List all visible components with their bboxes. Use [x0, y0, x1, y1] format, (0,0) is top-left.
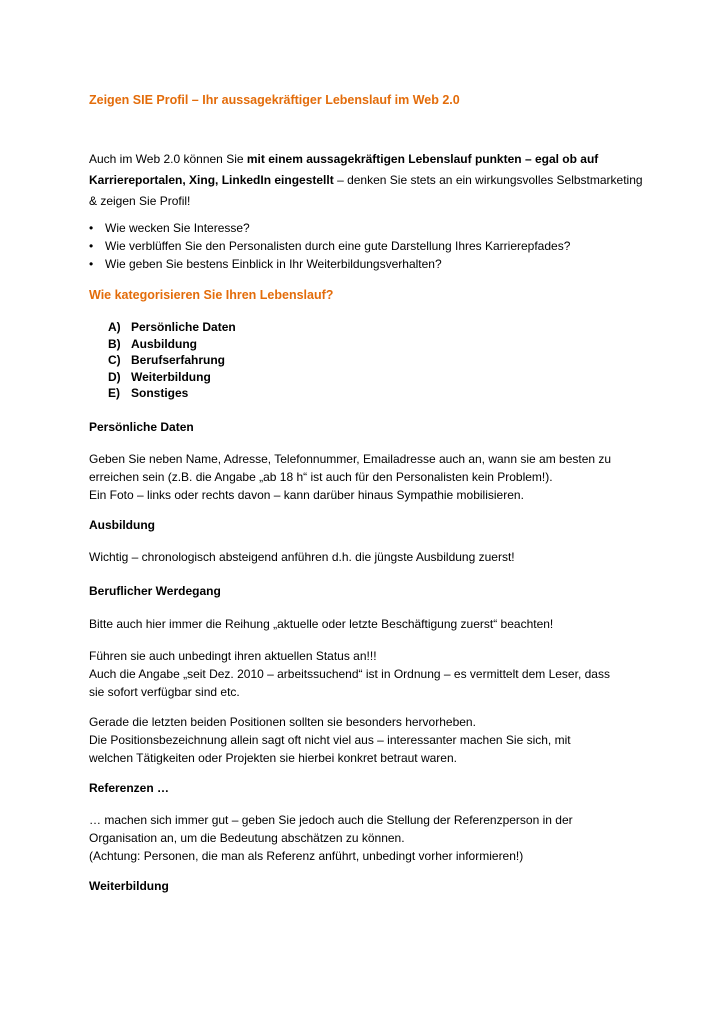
text-line: Ein Foto – links oder rechts davon – kann darüber hinaus Sympathie mobilisieren.: [89, 488, 524, 502]
intro-suffix: – denken Sie stets an ein wirkungsvolles Selbstmarketing & zeigen Sie Profil!: [89, 173, 643, 208]
intro-paragraph: [89, 149, 649, 212]
category-label: Persönliche Daten: [131, 320, 236, 334]
category-item: [108, 352, 236, 369]
text-line: Die Positionsbezeichnung allein sagt oft nicht viel aus – interessanter machen Sie sich, mit: [89, 733, 571, 747]
category-letter: B): [108, 336, 121, 351]
text-line: Auch die Angabe „seit Dez. 2010 – arbeitssuchend“ ist in Ordnung – es vermittelt dem Leser, dass: [89, 667, 610, 681]
category-list: [108, 319, 236, 402]
text-line: Bitte auch hier immer die Reihung „aktuelle oder letzte Beschäftigung zuerst“ beachten!: [89, 617, 554, 631]
text-line: welchen Tätigkeiten oder Projekten sie hierbei konkret betraut waren.: [89, 751, 457, 765]
category-item: [108, 369, 236, 386]
career-paragraph-3: [89, 713, 649, 767]
intro-bold: mit einem aussagekräftigen Lebenslauf punkten – egal ob auf Karriereportalen, Xing, LinkedIn eingestellt: [89, 152, 599, 187]
question-item: • Wie verblüffen Sie den Personalisten durch eine gute Darstellung Ihres Karrierepfades?: [89, 237, 570, 255]
section-heading-personal: Persönliche Daten: [89, 420, 194, 434]
question-item: • Wie wecken Sie Interesse?: [89, 219, 570, 237]
document-title: Zeigen SIE Profil – Ihr aussagekräftiger Lebenslauf im Web 2.0: [89, 93, 460, 107]
section-heading-education: Ausbildung: [89, 518, 155, 532]
section-heading-career: Beruflicher Werdegang: [89, 584, 221, 598]
category-item: [108, 319, 236, 336]
category-label: Sonstiges: [131, 386, 189, 400]
text-line: Organisation an, um die Bedeutung abschätzen zu können.: [89, 831, 405, 845]
text-line: erreichen sein (z.B. die Angabe „ab 18 h“ ist auch für den Personalisten kein Problem!).: [89, 470, 553, 484]
category-letter: D): [108, 369, 121, 384]
personal-paragraph: [89, 450, 649, 504]
category-label: Berufserfahrung: [131, 353, 226, 367]
education-paragraph: [89, 548, 649, 566]
text-line: (Achtung: Personen, die man als Referenz anführt, unbedingt vorher informieren!): [89, 849, 524, 863]
text-line: Geben Sie neben Name, Adresse, Telefonnummer, Emailadresse auch an, wann sie am besten zu: [89, 452, 612, 466]
categories-heading: Wie kategorisieren Sie Ihren Lebenslauf?: [89, 288, 334, 302]
category-letter: A): [108, 320, 121, 334]
text-line: Gerade die letzten beiden Positionen sollten sie besonders hervorheben.: [89, 715, 476, 729]
category-letter: C): [108, 353, 121, 367]
category-label: Weiterbildung: [131, 369, 211, 384]
category-letter: E): [108, 386, 120, 400]
question-list: [89, 219, 570, 273]
section-heading-references: Referenzen …: [89, 781, 170, 795]
question-item: • Wie geben Sie bestens Einblick in Ihr Weiterbildungsverhalten?: [89, 255, 570, 273]
references-paragraph: [89, 811, 649, 865]
career-paragraph-2: [89, 647, 649, 701]
text-line: Führen sie auch unbedingt ihren aktuellen Status an!!!: [89, 649, 377, 663]
text-line: Wichtig – chronologisch absteigend anführen d.h. die jüngste Ausbildung zuerst!: [89, 550, 515, 564]
category-label: Ausbildung: [131, 336, 197, 351]
category-item: [108, 385, 236, 402]
section-heading-training: Weiterbildung: [89, 879, 169, 893]
intro-prefix: Auch im Web 2.0 können Sie: [89, 152, 247, 166]
text-line: sie sofort verfügbar sind etc.: [89, 685, 240, 699]
text-line: … machen sich immer gut – geben Sie jedoch auch die Stellung der Referenzperson in der: [89, 813, 573, 827]
category-item: [108, 336, 236, 353]
career-paragraph-1: [89, 615, 649, 633]
